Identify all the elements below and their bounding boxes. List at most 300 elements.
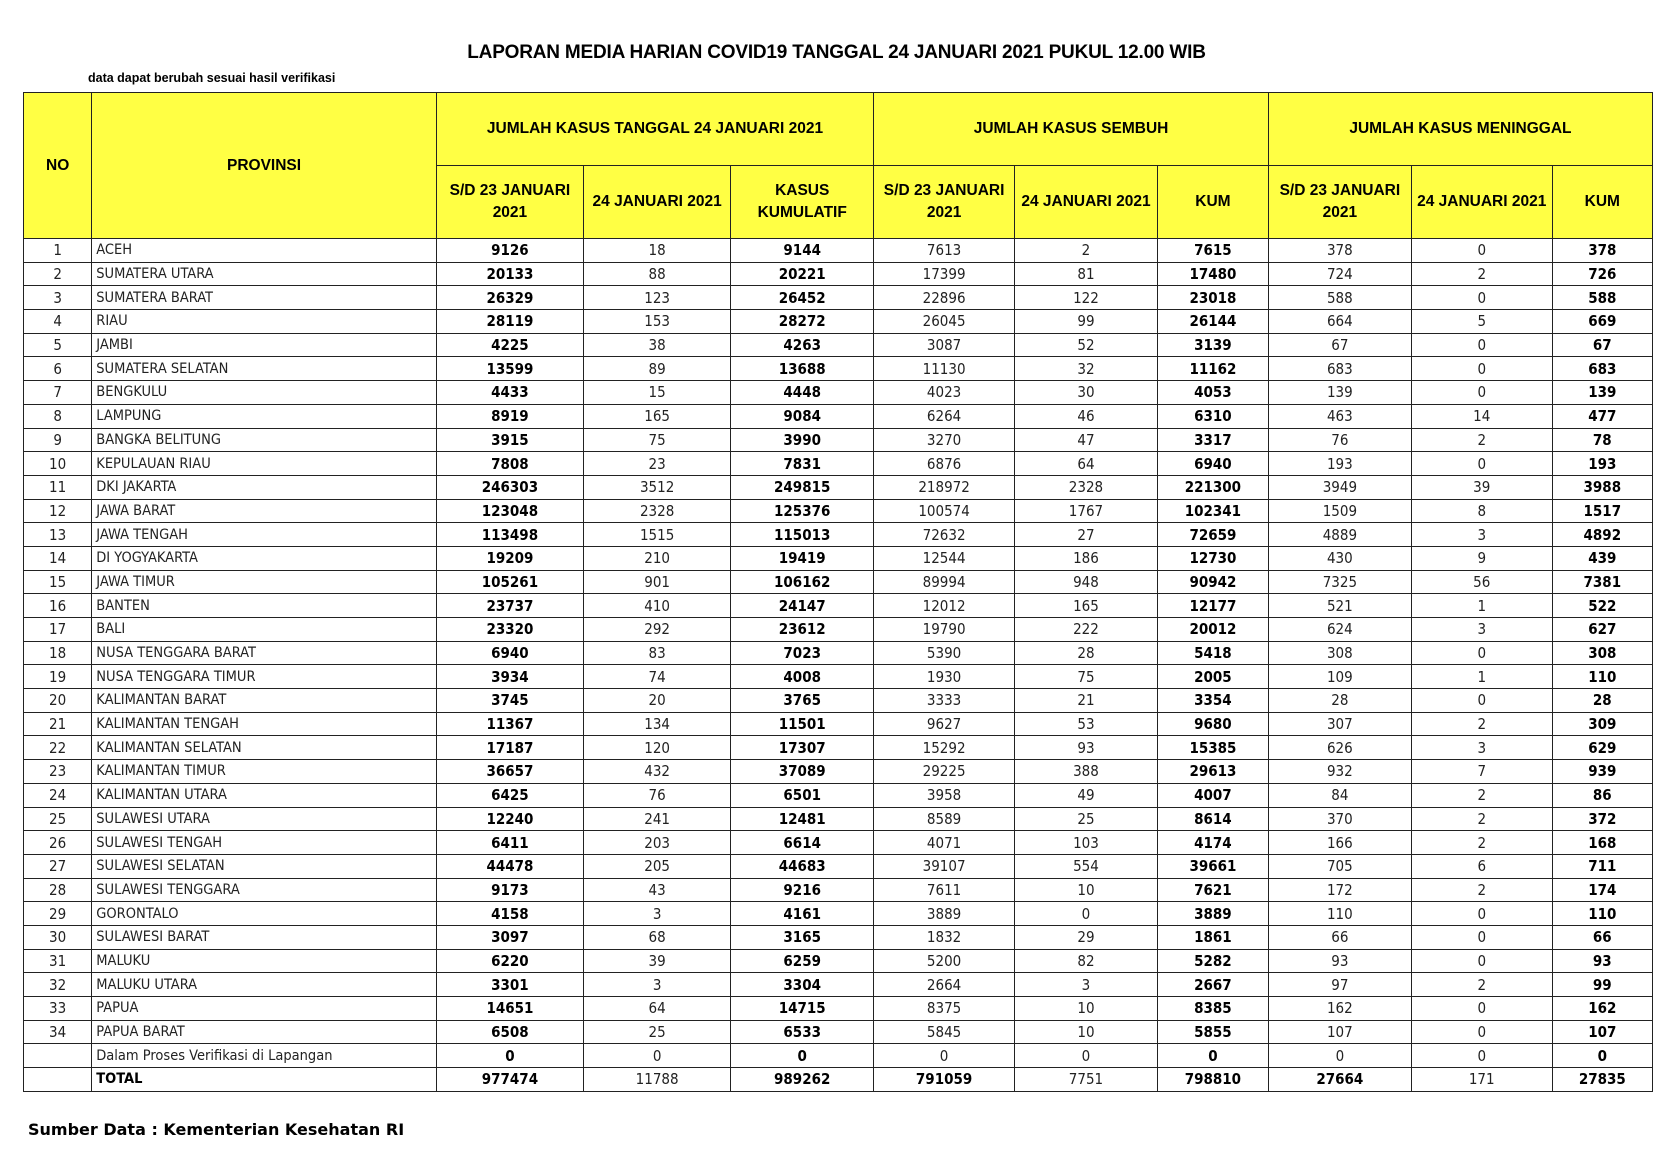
cell-meninggal-sd: 588 [1268,286,1411,310]
cell-sembuh-sd: 9627 [874,712,1015,736]
cell-meninggal-day: 1 [1411,594,1552,618]
cell-kasus-sd: 6508 [436,1020,583,1044]
cell-meninggal-day: 0 [1411,333,1552,357]
table-row [24,925,1653,949]
cell-kasus-kumulatif: 9144 [731,239,874,263]
cell-provinsi: JAWA TIMUR [92,570,437,594]
cell-sembuh-sd: 6264 [874,404,1015,428]
table-row [24,286,1653,310]
cell-kasus-day: 18 [584,239,731,263]
cell-sembuh-kum: 11162 [1157,357,1268,381]
cell-no: 17 [24,618,92,642]
cell-kasus-kumulatif: 989262 [731,1068,874,1092]
cell-meninggal-sd: 107 [1268,1020,1411,1044]
cell-provinsi: DI YOGYAKARTA [92,546,437,570]
cell-sembuh-day: 47 [1015,428,1158,452]
cell-meninggal-sd: 7325 [1268,570,1411,594]
cell-sembuh-day: 10 [1015,1020,1158,1044]
cell-sembuh-sd: 8375 [874,997,1015,1021]
cell-sembuh-kum: 0 [1157,1044,1268,1068]
cell-kasus-day: 39 [584,949,731,973]
cell-meninggal-day: 0 [1411,381,1552,405]
cell-sembuh-kum: 3889 [1157,902,1268,926]
cell-sembuh-kum: 29613 [1157,760,1268,784]
cell-sembuh-day: 27 [1015,523,1158,547]
cell-kasus-kumulatif: 3165 [731,925,874,949]
cell-no: 13 [24,523,92,547]
cell-kasus-kumulatif: 6614 [731,831,874,855]
cell-meninggal-day: 2 [1411,973,1552,997]
cell-kasus-sd: 17187 [436,736,583,760]
cell-sembuh-sd: 1930 [874,665,1015,689]
cell-no: 5 [24,333,92,357]
cell-sembuh-sd: 5845 [874,1020,1015,1044]
cell-no: 23 [24,760,92,784]
cell-provinsi: GORONTALO [92,902,437,926]
cell-provinsi: SUMATERA BARAT [92,286,437,310]
cell-meninggal-kum: 7381 [1552,570,1652,594]
cell-provinsi: KALIMANTAN TENGAH [92,712,437,736]
cell-kasus-day: 0 [584,1044,731,1068]
cell-provinsi: DKI JAKARTA [92,475,437,499]
cell-kasus-day: 38 [584,333,731,357]
table-row [24,428,1653,452]
cell-provinsi: NUSA TENGGARA BARAT [92,641,437,665]
cell-sembuh-day: 122 [1015,286,1158,310]
cell-meninggal-sd: 97 [1268,973,1411,997]
cell-meninggal-day: 14 [1411,404,1552,428]
cell-kasus-day: 410 [584,594,731,618]
cell-meninggal-sd: 370 [1268,807,1411,831]
cell-meninggal-kum: 27835 [1552,1068,1652,1092]
cell-meninggal-kum: 522 [1552,594,1652,618]
header-provinsi: PROVINSI [92,93,437,239]
cell-sembuh-sd: 5200 [874,949,1015,973]
cell-meninggal-day: 2 [1411,878,1552,902]
cell-sembuh-day: 82 [1015,949,1158,973]
cell-sembuh-sd: 3333 [874,689,1015,713]
cell-no: 24 [24,783,92,807]
cell-meninggal-kum: 669 [1552,310,1652,334]
table-row [24,262,1653,286]
cell-no: 1 [24,239,92,263]
cell-no: 19 [24,665,92,689]
cell-meninggal-day: 3 [1411,618,1552,642]
cell-sembuh-kum: 2667 [1157,973,1268,997]
cell-meninggal-day: 2 [1411,428,1552,452]
cell-kasus-day: 3512 [584,475,731,499]
table-body [24,239,1653,1092]
cell-sembuh-day: 46 [1015,404,1158,428]
cell-provinsi: KEPULAUAN RIAU [92,452,437,476]
cell-meninggal-day: 2 [1411,783,1552,807]
cell-sembuh-sd: 19790 [874,618,1015,642]
cell-sembuh-sd: 3889 [874,902,1015,926]
cell-sembuh-kum: 6940 [1157,452,1268,476]
cell-sembuh-day: 3 [1015,973,1158,997]
cell-no: 27 [24,854,92,878]
cell-kasus-day: 89 [584,357,731,381]
cell-kasus-sd: 13599 [436,357,583,381]
cell-kasus-sd: 977474 [436,1068,583,1092]
cell-kasus-kumulatif: 23612 [731,618,874,642]
header-group-kasus: JUMLAH KASUS TANGGAL 24 JANUARI 2021 [436,93,873,166]
table-row [24,1020,1653,1044]
cell-sembuh-sd: 5390 [874,641,1015,665]
cell-kasus-sd: 36657 [436,760,583,784]
table-row [24,523,1653,547]
cell-meninggal-sd: 93 [1268,949,1411,973]
table-row [24,736,1653,760]
cell-kasus-day: 432 [584,760,731,784]
cell-meninggal-sd: 626 [1268,736,1411,760]
cell-kasus-day: 15 [584,381,731,405]
cell-kasus-kumulatif: 14715 [731,997,874,1021]
cell-meninggal-sd: 624 [1268,618,1411,642]
cell-sembuh-day: 53 [1015,712,1158,736]
cell-provinsi: PAPUA BARAT [92,1020,437,1044]
table-row [24,949,1653,973]
cell-sembuh-sd: 12012 [874,594,1015,618]
header-sembuh-sd: S/D 23 JANUARI 2021 [874,166,1015,239]
cell-meninggal-kum: 309 [1552,712,1652,736]
cell-sembuh-kum: 6310 [1157,404,1268,428]
cell-meninggal-kum: 4892 [1552,523,1652,547]
cell-meninggal-kum: 78 [1552,428,1652,452]
cell-sembuh-kum: 2005 [1157,665,1268,689]
cell-sembuh-kum: 12730 [1157,546,1268,570]
cell-kasus-sd: 4225 [436,333,583,357]
cell-meninggal-kum: 0 [1552,1044,1652,1068]
cell-meninggal-sd: 1509 [1268,499,1411,523]
cell-kasus-sd: 3301 [436,973,583,997]
table-row [24,665,1653,689]
cell-kasus-kumulatif: 44683 [731,854,874,878]
table-row [24,783,1653,807]
cell-sembuh-sd: 4023 [874,381,1015,405]
cell-provinsi: BALI [92,618,437,642]
cell-sembuh-kum: 5282 [1157,949,1268,973]
cell-kasus-kumulatif: 24147 [731,594,874,618]
cell-sembuh-day: 10 [1015,878,1158,902]
cell-sembuh-day: 7751 [1015,1068,1158,1092]
cell-kasus-day: 210 [584,546,731,570]
cell-meninggal-day: 0 [1411,949,1552,973]
cell-kasus-day: 11788 [584,1068,731,1092]
table-row [24,689,1653,713]
cell-kasus-kumulatif: 9216 [731,878,874,902]
cell-kasus-sd: 8919 [436,404,583,428]
cell-kasus-sd: 12240 [436,807,583,831]
cell-kasus-kumulatif: 7831 [731,452,874,476]
cell-no: 15 [24,570,92,594]
cell-provinsi: JAWA TENGAH [92,523,437,547]
cell-meninggal-day: 9 [1411,546,1552,570]
cell-provinsi: SULAWESI TENGGARA [92,878,437,902]
cell-kasus-day: 25 [584,1020,731,1044]
cell-meninggal-day: 0 [1411,902,1552,926]
cell-no: 33 [24,997,92,1021]
cell-kasus-day: 123 [584,286,731,310]
cell-kasus-kumulatif: 4008 [731,665,874,689]
cell-kasus-sd: 14651 [436,997,583,1021]
cell-meninggal-day: 3 [1411,523,1552,547]
cell-provinsi: BANGKA BELITUNG [92,428,437,452]
cell-sembuh-kum: 8614 [1157,807,1268,831]
cell-meninggal-sd: 76 [1268,428,1411,452]
cell-sembuh-kum: 4174 [1157,831,1268,855]
cell-kasus-day: 74 [584,665,731,689]
cell-meninggal-kum: 939 [1552,760,1652,784]
cell-sembuh-kum: 3354 [1157,689,1268,713]
cell-meninggal-sd: 307 [1268,712,1411,736]
cell-sembuh-kum: 26144 [1157,310,1268,334]
table-row [24,499,1653,523]
cell-kasus-sd: 6220 [436,949,583,973]
cell-provinsi: PAPUA [92,997,437,1021]
cell-meninggal-kum: 28 [1552,689,1652,713]
cell-kasus-sd: 26329 [436,286,583,310]
cell-meninggal-day: 7 [1411,760,1552,784]
cell-meninggal-sd: 193 [1268,452,1411,476]
cell-meninggal-day: 171 [1411,1068,1552,1092]
cell-kasus-day: 203 [584,831,731,855]
cell-meninggal-kum: 308 [1552,641,1652,665]
cell-no: 2 [24,262,92,286]
header-meninggal-day: 24 JANUARI 2021 [1411,166,1552,239]
cell-kasus-day: 134 [584,712,731,736]
cell-provinsi: BENGKULU [92,381,437,405]
cell-kasus-sd: 19209 [436,546,583,570]
cell-sembuh-sd: 100574 [874,499,1015,523]
cell-kasus-kumulatif: 106162 [731,570,874,594]
cell-provinsi: MALUKU [92,949,437,973]
cell-kasus-kumulatif: 6259 [731,949,874,973]
cell-sembuh-sd: 2664 [874,973,1015,997]
cell-meninggal-day: 0 [1411,239,1552,263]
cell-no: 21 [24,712,92,736]
cell-meninggal-day: 0 [1411,1020,1552,1044]
cell-meninggal-sd: 4889 [1268,523,1411,547]
cell-sembuh-sd: 15292 [874,736,1015,760]
table-row [24,310,1653,334]
cell-provinsi: Dalam Proses Verifikasi di Lapangan [92,1044,437,1068]
cell-meninggal-sd: 378 [1268,239,1411,263]
cell-kasus-sd: 3934 [436,665,583,689]
cell-meninggal-kum: 107 [1552,1020,1652,1044]
cell-meninggal-kum: 726 [1552,262,1652,286]
cell-kasus-sd: 4433 [436,381,583,405]
cell-sembuh-sd: 791059 [874,1068,1015,1092]
header-group-meninggal: JUMLAH KASUS MENINGGAL [1268,93,1652,166]
cell-meninggal-day: 2 [1411,262,1552,286]
cell-meninggal-kum: 711 [1552,854,1652,878]
cell-kasus-sd: 20133 [436,262,583,286]
cell-sembuh-kum: 39661 [1157,854,1268,878]
cell-no: 34 [24,1020,92,1044]
cell-kasus-day: 68 [584,925,731,949]
cell-no: 12 [24,499,92,523]
cell-provinsi: RIAU [92,310,437,334]
table-row [24,546,1653,570]
cell-no: 16 [24,594,92,618]
cell-meninggal-sd: 932 [1268,760,1411,784]
cell-meninggal-day: 0 [1411,357,1552,381]
cell-kasus-sd: 28119 [436,310,583,334]
cell-no: 14 [24,546,92,570]
cell-meninggal-kum: 588 [1552,286,1652,310]
cell-meninggal-sd: 84 [1268,783,1411,807]
cell-provinsi: JAWA BARAT [92,499,437,523]
cell-kasus-kumulatif: 0 [731,1044,874,1068]
cell-meninggal-sd: 0 [1268,1044,1411,1068]
cell-sembuh-kum: 102341 [1157,499,1268,523]
cell-sembuh-day: 29 [1015,925,1158,949]
cell-meninggal-day: 0 [1411,925,1552,949]
cell-kasus-sd: 7808 [436,452,583,476]
cell-kasus-day: 2328 [584,499,731,523]
cell-meninggal-kum: 193 [1552,452,1652,476]
cell-sembuh-sd: 7613 [874,239,1015,263]
cell-sembuh-day: 0 [1015,1044,1158,1068]
cell-sembuh-sd: 218972 [874,475,1015,499]
cell-meninggal-sd: 109 [1268,665,1411,689]
cell-meninggal-day: 0 [1411,997,1552,1021]
cell-sembuh-day: 1767 [1015,499,1158,523]
header-kasus-sd: S/D 23 JANUARI 2021 [436,166,583,239]
cell-meninggal-kum: 86 [1552,783,1652,807]
cell-sembuh-sd: 72632 [874,523,1015,547]
cell-sembuh-day: 222 [1015,618,1158,642]
cell-kasus-day: 120 [584,736,731,760]
cell-kasus-sd: 6940 [436,641,583,665]
cell-no: 25 [24,807,92,831]
cell-kasus-kumulatif: 3765 [731,689,874,713]
cell-kasus-kumulatif: 7023 [731,641,874,665]
cell-sembuh-sd: 4071 [874,831,1015,855]
cell-sembuh-day: 81 [1015,262,1158,286]
cell-provinsi: SULAWESI BARAT [92,925,437,949]
cell-sembuh-sd: 17399 [874,262,1015,286]
cell-meninggal-kum: 683 [1552,357,1652,381]
cell-meninggal-kum: 110 [1552,902,1652,926]
cell-kasus-sd: 246303 [436,475,583,499]
cell-meninggal-kum: 168 [1552,831,1652,855]
cell-kasus-day: 3 [584,973,731,997]
cell-sembuh-day: 64 [1015,452,1158,476]
cell-sembuh-day: 2 [1015,239,1158,263]
total-row [24,1068,1653,1092]
cell-sembuh-kum: 17480 [1157,262,1268,286]
cell-meninggal-day: 0 [1411,286,1552,310]
cell-sembuh-day: 21 [1015,689,1158,713]
cell-meninggal-sd: 664 [1268,310,1411,334]
cell-sembuh-sd: 22896 [874,286,1015,310]
cell-meninggal-day: 39 [1411,475,1552,499]
table-row [24,902,1653,926]
cell-no: 29 [24,902,92,926]
table-row [24,381,1653,405]
cell-kasus-kumulatif: 6533 [731,1020,874,1044]
cell-meninggal-kum: 110 [1552,665,1652,689]
header-group-sembuh: JUMLAH KASUS SEMBUH [874,93,1269,166]
cell-meninggal-kum: 477 [1552,404,1652,428]
cell-meninggal-day: 0 [1411,641,1552,665]
cell-sembuh-sd: 26045 [874,310,1015,334]
cell-meninggal-day: 0 [1411,452,1552,476]
cell-sembuh-kum: 20012 [1157,618,1268,642]
cell-meninggal-kum: 627 [1552,618,1652,642]
cell-kasus-sd: 9173 [436,878,583,902]
cell-provinsi: KALIMANTAN BARAT [92,689,437,713]
cell-meninggal-sd: 139 [1268,381,1411,405]
table-row [24,404,1653,428]
header-no: NO [24,93,92,239]
cell-meninggal-day: 8 [1411,499,1552,523]
cell-kasus-day: 23 [584,452,731,476]
cell-meninggal-sd: 3949 [1268,475,1411,499]
cell-provinsi: TOTAL [92,1068,437,1092]
cell-sembuh-day: 49 [1015,783,1158,807]
cell-provinsi: SUMATERA SELATAN [92,357,437,381]
cell-no: 9 [24,428,92,452]
cell-sembuh-kum: 90942 [1157,570,1268,594]
cell-sembuh-kum: 3317 [1157,428,1268,452]
cell-meninggal-sd: 27664 [1268,1068,1411,1092]
cell-meninggal-day: 2 [1411,712,1552,736]
cell-sembuh-kum: 798810 [1157,1068,1268,1092]
cell-no: 6 [24,357,92,381]
cell-meninggal-kum: 67 [1552,333,1652,357]
cell-no: 3 [24,286,92,310]
cell-sembuh-day: 52 [1015,333,1158,357]
cell-meninggal-kum: 439 [1552,546,1652,570]
cell-kasus-day: 43 [584,878,731,902]
table-row [24,570,1653,594]
cell-no: 10 [24,452,92,476]
cell-provinsi: SULAWESI SELATAN [92,854,437,878]
cell-kasus-kumulatif: 17307 [731,736,874,760]
table-row [24,594,1653,618]
cell-sembuh-kum: 8385 [1157,997,1268,1021]
cell-provinsi: JAMBI [92,333,437,357]
cell-meninggal-sd: 166 [1268,831,1411,855]
cell-sembuh-kum: 7621 [1157,878,1268,902]
cell-no: 8 [24,404,92,428]
cell-sembuh-kum: 5418 [1157,641,1268,665]
cell-meninggal-sd: 683 [1268,357,1411,381]
cell-meninggal-kum: 629 [1552,736,1652,760]
cell-sembuh-kum: 7615 [1157,239,1268,263]
cell-sembuh-day: 0 [1015,902,1158,926]
cell-sembuh-day: 165 [1015,594,1158,618]
cell-meninggal-sd: 110 [1268,902,1411,926]
cell-sembuh-day: 75 [1015,665,1158,689]
cell-kasus-kumulatif: 4263 [731,333,874,357]
cell-kasus-day: 241 [584,807,731,831]
cell-meninggal-sd: 705 [1268,854,1411,878]
cell-sembuh-sd: 3087 [874,333,1015,357]
cell-sembuh-kum: 4007 [1157,783,1268,807]
cell-kasus-kumulatif: 19419 [731,546,874,570]
table-row [24,357,1653,381]
header-meninggal-kum: KUM [1552,166,1652,239]
data-source: Sumber Data : Kementerian Kesehatan RI [28,1120,405,1139]
table-row [24,760,1653,784]
cell-kasus-day: 20 [584,689,731,713]
header-kasus-day: 24 JANUARI 2021 [584,166,731,239]
cell-meninggal-day: 0 [1411,1044,1552,1068]
